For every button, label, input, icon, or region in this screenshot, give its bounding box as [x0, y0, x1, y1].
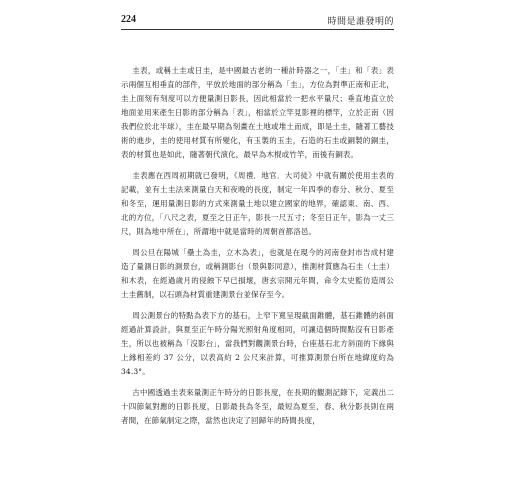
paragraph: 圭表應在西周初期就已發明，《周禮．地官．大司徒》中就有關於使用圭表的記載，並有土圭法來測量白天和夜晚的長度，制定一年四季的春分、秋分、夏至和冬至，運用量測日影的方式來測量土地以建立國家的地界，確認東、南、西、北的方位，「八尺之表，夏至之日正午，影長一尺五寸；冬至日正午，影為一丈三尺，則為地中所在」，所謂地中就是當時的周朝首都洛邑。 — [121, 171, 394, 236]
body-text — [121, 64, 394, 435]
paragraph: 古中國透過圭表來量測正午時分的日影長度，在長期的觀測記錄下，定義出二十四節氣對應的日影長度，日影最長為冬至，最短為夏至，春、秋分影長則在兩者間，在節氣制定之際，當然也決定了回歸年的時間長度， — [121, 388, 394, 425]
paragraph: 周公旦在陽城「壘土為圭，立木為表」，也就是在現今的河南登封市告成村建造了量測日影的測景台，或稱測影台（景與影同意），推測材質應為石圭（土圭）和木表，在經過歲月的侵蝕下早已損壞，唐玄宗開元年間，命令太史監仿造周公土圭舊制，以石頭為材質重建測景台並保存至今。 — [121, 248, 394, 299]
running-title: 時間是誰發明的 — [327, 17, 394, 27]
page-number: 224 — [121, 14, 136, 25]
paragraph: 周公測景台的特點為表下方的基石，上窄下寬呈現截面錐體，基石錐體的斜面經過計算設計，與夏至正午時分陽光照射角度相同，可讓這個時間點沒有日影產生，所以也被稱為「沒影台」，當我們對觀測景台時，台座基石北方斜面的下緣與上緣相差約 37 公分，以表高約 2 公尺來計算，可推算測景台所在地緯度約為 34.3°。 — [121, 311, 394, 376]
paragraph: 圭表，或稱土圭或日圭，是中國最古老的一種計時器之一，「圭」和「表」表示兩個互相垂直的部件，平放於地面的部分稱為「圭」，方位為對準正南和正北，圭上面刻有刻度可以方便量測日影長，因此相當於一把水平量尺；垂直地直立於地面並用來產生日影的部分稱為「表」，相當於立竿見影裡的標竿，立於正南（因我們位於北半球），圭在最早期為刻畫在土地或堆土而成，即是土圭，隨著工藝技術的進步，圭的使用材質有所變化，有玉製的玉圭，石造的石圭或銅製的銅圭，表的材質也是如此，隨著朝代演化，最早為木棍或竹竿，而後有銅表。 — [121, 66, 394, 159]
page-header — [121, 12, 394, 30]
header-rule — [121, 29, 394, 30]
